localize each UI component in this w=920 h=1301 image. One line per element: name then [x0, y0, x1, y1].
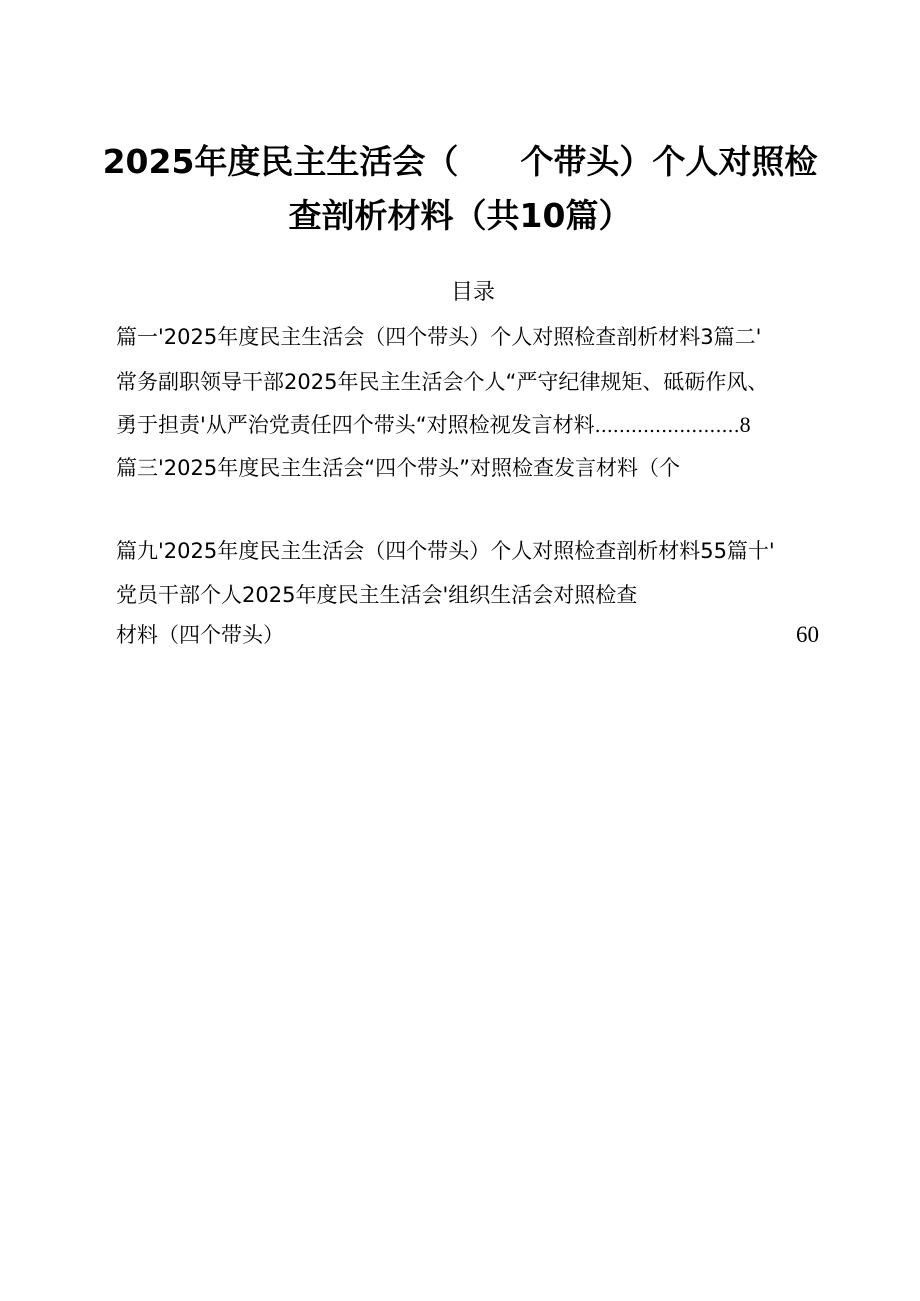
toc-page-number: 60 [796, 622, 819, 647]
toc-entry-line: 常务副职领导干部2025年民主生活会个人“严守纪律规矩、砥砺作风、 [116, 370, 769, 394]
toc-entry-line: 材料（四个带头） [116, 623, 284, 647]
toc-page-number: 8 [739, 412, 751, 437]
document-title-line-2: 查剖析材料（共10篇） [288, 196, 632, 235]
toc-entry-line: 党员干部个人2025年度民主生活会'组织生活会对照检查 [116, 583, 638, 607]
toc-entry-line: 篇三'2025年度民主生活会“四个带头”对照检查发言材料（个 [116, 456, 680, 480]
toc-entry-line: 篇一'2025年度民主生活会（四个带头）个人对照检查剖析材料3篇二' [116, 325, 762, 349]
title-part-2: 个带头）个人对照检 [520, 142, 818, 181]
toc-entry-text: 勇于担责'从严治党责任四个带头“对照检视发言材料 [116, 413, 595, 437]
document-title-line-1 [0, 136, 920, 183]
toc-entry-line [116, 410, 751, 441]
toc-leader-dots: ........................ [594, 415, 740, 437]
toc-heading: 目录 [450, 280, 495, 305]
title-part-1: 2025年度民主生活会（ [102, 142, 459, 181]
toc-entry-line: 篇九'2025年度民主生活会（四个带头）个人对照检查剖析材料55篇十' [116, 539, 775, 563]
